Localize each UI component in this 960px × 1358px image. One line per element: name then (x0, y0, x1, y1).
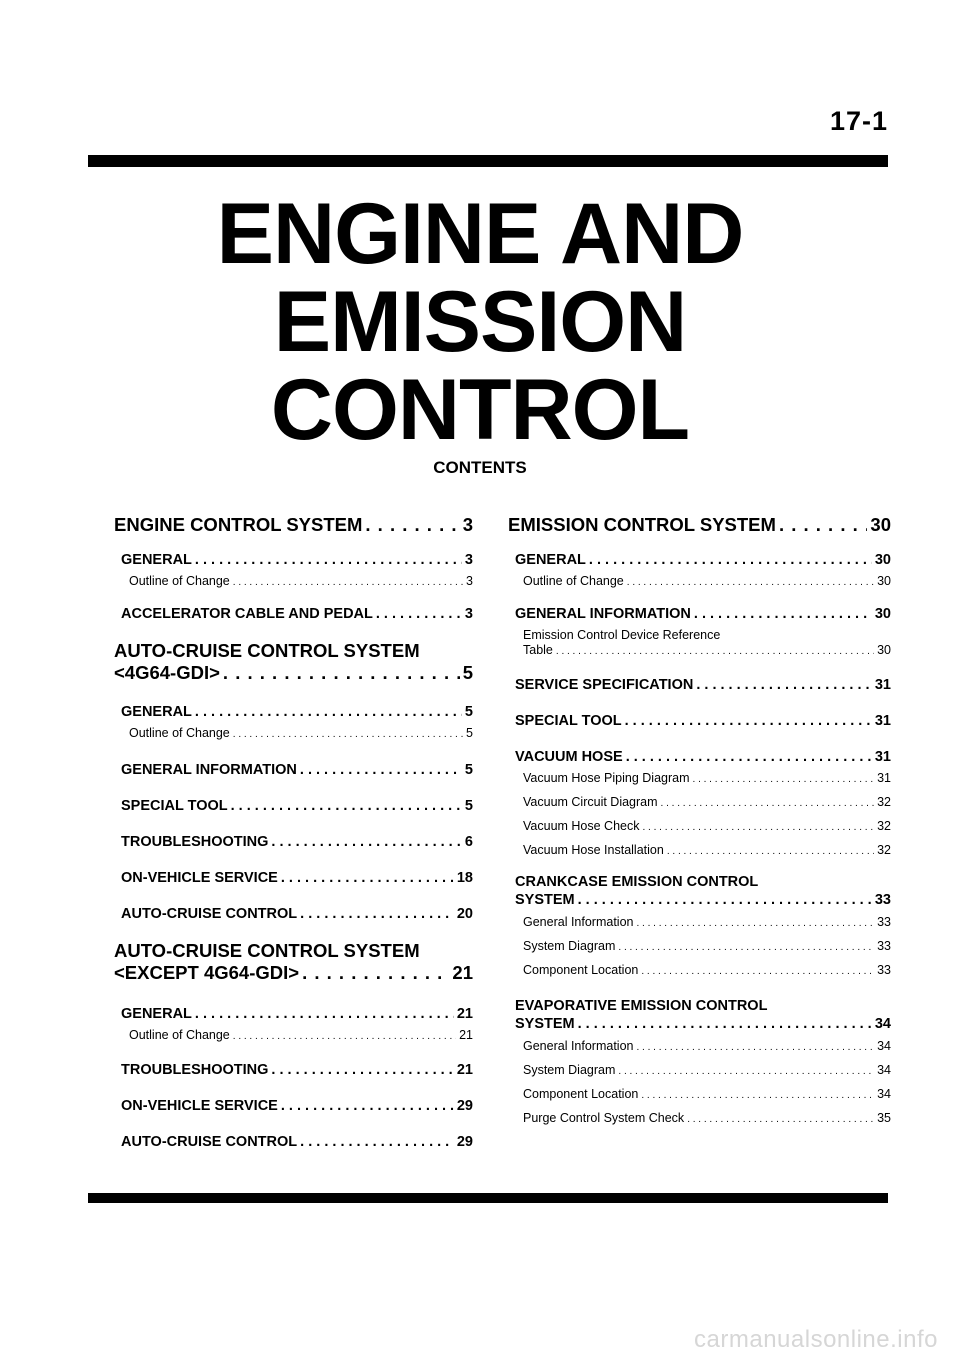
toc-entry-service-specification[interactable]: SERVICE SPECIFICATION . . . 31 (508, 677, 891, 693)
toc-entry-vacuum-hose-piping-diagram[interactable]: Vacuum Hose Piping Diagram . . . 31 (508, 771, 891, 785)
toc-entry-vacuum-hose-check[interactable]: Vacuum Hose Check . . . 32 (508, 819, 891, 833)
toc-entry-vacuum-circuit-diagram[interactable]: Vacuum Circuit Diagram . . . 32 (508, 795, 891, 809)
toc-entry-general-information[interactable]: General Information . . . 34 (508, 1039, 891, 1053)
toc-entry-outline-of-change[interactable]: Outline of Change . . . 3 (114, 574, 473, 588)
toc-entry-general-information[interactable]: General Information . . . 33 (508, 915, 891, 929)
toc-right-column (508, 514, 891, 1125)
toc-entry-general[interactable]: GENERAL . . . 30 (508, 552, 891, 568)
toc-entry-purge-control-system-check[interactable]: Purge Control System Check . . . 35 (508, 1111, 891, 1125)
toc-entry-emission-control-device-reference-table[interactable]: Emission Control Device Reference Table . . . 30 (508, 628, 891, 659)
toc-entry-engine-control-system[interactable]: ENGINE CONTROL SYSTEM . . . 3 (114, 514, 473, 536)
page-number: 17-1 (829, 106, 888, 136)
contents-heading: CONTENTS (433, 458, 527, 477)
toc-entry-general-information[interactable]: GENERAL INFORMATION . . . 30 (508, 606, 891, 622)
toc-entry-system-diagram[interactable]: System Diagram . . . 34 (508, 1063, 891, 1077)
toc-entry-crankcase-emission-control-system[interactable]: CRANKCASE EMISSION CONTROL SYSTEM . . . 33 (508, 873, 891, 909)
toc-entry-auto-cruise-4g64[interactable]: AUTO-CRUISE CONTROL SYSTEM <4G64-GDI> . . . 5 (114, 640, 473, 684)
toc-left-column (114, 514, 473, 1150)
toc-entry-auto-cruise-except-4g64[interactable]: AUTO-CRUISE CONTROL SYSTEM <EXCEPT 4G64-GDI> . . . 21 (114, 940, 473, 984)
document-title (0, 186, 960, 458)
toc-entry-accelerator-cable-and-pedal[interactable]: ACCELERATOR CABLE AND PEDAL . . . 3 (114, 606, 473, 622)
toc-entry-troubleshooting[interactable]: TROUBLESHOOTING . . . 21 (114, 1062, 473, 1078)
toc-entry-outline-of-change[interactable]: Outline of Change . . . 5 (114, 726, 473, 740)
toc-entry-evaporative-emission-control-system[interactable]: EVAPORATIVE EMISSION CONTROL SYSTEM . . . 34 (508, 997, 891, 1033)
toc-entry-vacuum-hose[interactable]: VACUUM HOSE . . . 31 (508, 749, 891, 765)
site-watermark: carmanualsonline.info (694, 1326, 938, 1353)
toc-entry-component-location[interactable]: Component Location . . . 34 (508, 1087, 891, 1101)
toc-entry-general[interactable]: GENERAL . . . 3 (114, 552, 473, 568)
toc-entry-auto-cruise-control[interactable]: AUTO-CRUISE CONTROL . . . 29 (114, 1134, 473, 1150)
toc-entry-emission-control-system[interactable]: EMISSION CONTROL SYSTEM . . . 30 (508, 514, 891, 536)
toc-entry-general[interactable]: GENERAL . . . 21 (114, 1006, 473, 1022)
toc-entry-system-diagram[interactable]: System Diagram . . . 33 (508, 939, 891, 953)
toc-entry-general-information[interactable]: GENERAL INFORMATION . . . 5 (114, 762, 473, 778)
toc-entry-component-location[interactable]: Component Location . . . 33 (508, 963, 891, 977)
title-line-2: EMISSION (273, 274, 687, 370)
toc-entry-vacuum-hose-installation[interactable]: Vacuum Hose Installation . . . 32 (508, 843, 891, 857)
toc-entry-general[interactable]: GENERAL . . . 5 (114, 704, 473, 720)
toc-entry-outline-of-change[interactable]: Outline of Change . . . 21 (114, 1028, 473, 1042)
toc-entry-auto-cruise-control[interactable]: AUTO-CRUISE CONTROL . . . 20 (114, 906, 473, 922)
toc-entry-special-tool[interactable]: SPECIAL TOOL . . . 5 (114, 798, 473, 814)
toc-entry-on-vehicle-service[interactable]: ON-VEHICLE SERVICE . . . 18 (114, 870, 473, 886)
toc-entry-special-tool[interactable]: SPECIAL TOOL . . . 31 (508, 713, 891, 729)
toc-entry-on-vehicle-service[interactable]: ON-VEHICLE SERVICE . . . 29 (114, 1098, 473, 1114)
title-line-3: CONTROL (270, 362, 690, 458)
title-line-1: ENGINE AND (216, 186, 744, 282)
top-rule (88, 155, 888, 167)
toc-entry-troubleshooting[interactable]: TROUBLESHOOTING . . . 6 (114, 834, 473, 850)
bottom-rule (88, 1193, 888, 1203)
toc-entry-outline-of-change[interactable]: Outline of Change . . . 30 (508, 574, 891, 588)
